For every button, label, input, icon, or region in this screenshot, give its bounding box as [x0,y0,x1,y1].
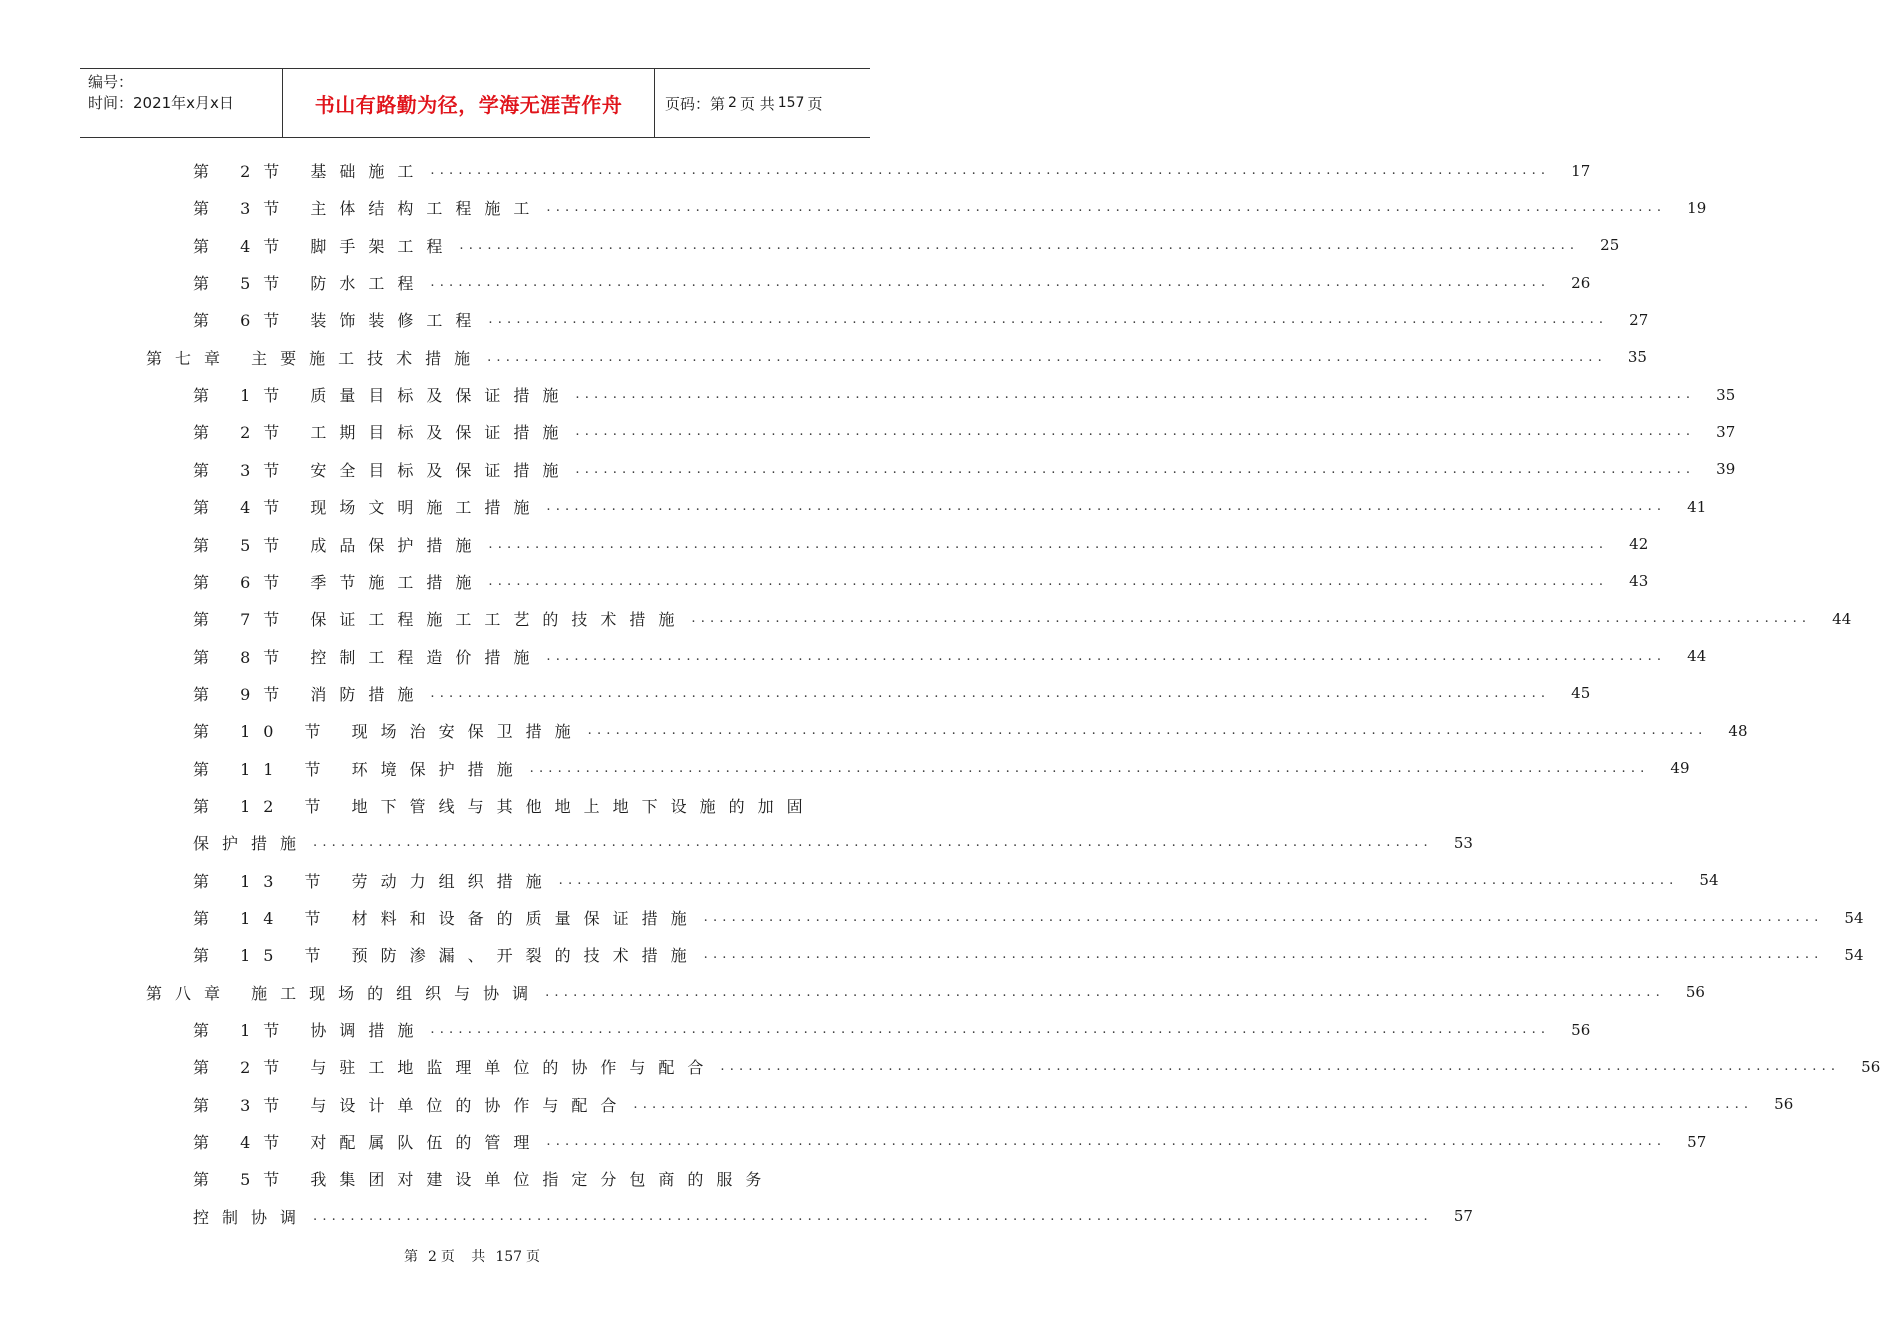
toc-entry-label: 第 2节 与驻工地监理单位的协作与配合 [193,1058,717,1078]
toc-entry-page: 41 [1687,497,1707,516]
toc-entry-page: 27 [1629,310,1649,329]
toc-dot-leader: ........................................................................................................................ [587,723,1708,739]
toc-dot-leader: ........................................................................................................................ [459,237,1580,253]
toc-entry-leader [193,682,1550,705]
page-footer [0,1246,950,1266]
toc-entry [193,189,1707,226]
footer-mid: 页 共 [440,1249,492,1265]
toc-dot-leader: ........................................................................................................................ [575,424,1696,440]
toc-entry [193,227,1620,264]
toc-entry-page: 57 [1687,1132,1707,1151]
toc-dot-leader: ........................................................................................................................ [691,611,1812,627]
toc-entry-leader [193,1018,1550,1041]
toc-entry-label: 第 6节 季节施工措施 [193,572,485,592]
toc-entry-leader [193,308,1608,331]
toc-entry [193,451,1736,488]
toc-entry [146,974,1705,1011]
toc-dot-leader: ........................................................................................................................ [488,573,1609,589]
toc-dot-leader: ........................................................................................................................ [529,760,1650,776]
toc-dot-leader: ........................................................................................................................ [546,499,1667,515]
toc-entry [193,824,1473,861]
toc-dot-leader: ........................................................................................................................ [546,648,1667,664]
toc-entry-leader [193,906,1824,929]
toc-entry [193,1123,1707,1160]
toc-entry [193,376,1736,413]
toc-entry [193,1160,808,1197]
toc-entry-label: 第 6节 装饰装修工程 [193,311,485,331]
toc-entry-page: 42 [1629,535,1649,553]
toc-entry-leader [193,1055,1840,1078]
toc-entry-leader [193,533,1608,556]
toc-entry-page: 44 [1832,609,1852,628]
toc-entry-leader [193,420,1695,443]
toc-entry-page: 54 [1844,945,1864,964]
toc-entry-label: 第 8节 控制工程造价措施 [193,647,543,667]
header-page-prefix: 页码：第 [665,94,726,113]
toc-entry [193,712,1748,749]
toc-entry-label: 控制协调 [193,1207,310,1227]
toc-entry-label: 第 3节 安全目标及保证措施 [193,460,572,480]
toc-entry [193,638,1707,675]
toc-entry [193,301,1649,338]
toc-dot-leader: ........................................................................................................................ [546,200,1667,216]
toc-entry-page: 26 [1571,273,1591,292]
toc-dot-leader: ........................................................................................................................ [430,163,1551,178]
toc-dot-leader: ........................................................................................................................ [545,984,1665,1000]
toc-entry [193,862,1719,899]
toc-dot-leader: ........................................................................................................................ [546,1134,1667,1150]
toc-entry [193,264,1591,301]
toc-entry-label: 第 4节 对配属队伍的管理 [193,1133,543,1153]
toc-entry-leader [193,1130,1666,1153]
toc-entry-leader [193,869,1679,892]
header-page-current: 2 [728,95,737,111]
footer-suffix: 页 [526,1249,547,1265]
toc-entry-leader [193,458,1695,481]
toc-entry-label: 第 11 节 环境保护措施 [193,759,526,779]
toc-entry-label: 第 5节 防水工程 [193,274,427,294]
toc-entry [193,152,1591,189]
toc-dot-leader: ........................................................................................................................ [487,349,1607,365]
toc-entry-leader [193,831,1433,854]
toc-entry [193,1048,1880,1085]
toc-entry-page: 35 [1716,385,1736,404]
page-header [80,68,870,138]
toc-entry [146,339,1647,376]
toc-dot-leader: ........................................................................................................................ [488,536,1609,552]
toc-entry-label: 第 3节 与设计单位的协作与配合 [193,1095,630,1115]
toc-entry-label: 第 2节 工期目标及保证措施 [193,423,572,443]
toc-entry-label: 第 9节 消防措施 [193,684,427,704]
toc-entry-page: 44 [1687,647,1707,666]
toc-entry-leader [193,1167,774,1190]
toc-entry [193,899,1864,936]
toc-dot-leader: ........................................................................................................................ [313,835,1433,851]
toc-entry-leader [193,607,1811,630]
toc-entry-label: 第 2节 基础施工 [193,162,427,181]
toc-entry [193,787,816,824]
toc-dot-leader: ........................................................................................................................ [430,1022,1551,1038]
toc-entry-leader [193,159,1550,182]
header-page-mid: 页 共 [739,94,775,113]
toc-entry-page: 56 [1685,983,1705,1002]
toc-entry-label: 第 14 节 材料和设备的质量保证措施 [193,909,700,928]
toc-entry-label: 第七章 主要施工技术措施 [146,348,484,368]
document-date-label: 时间：2021年x月x日 [88,94,234,112]
toc-entry-leader [193,1093,1753,1116]
toc-entry-leader [193,1205,1433,1228]
toc-entry-leader [193,719,1708,742]
footer-page-current: 2 [427,1249,437,1265]
toc-entry-page: 49 [1670,759,1690,778]
header-motto-cell [282,69,655,137]
toc-entry-label: 第 5节 成品保护措施 [193,535,485,555]
toc-entry-page: 43 [1629,572,1649,591]
toc-entry-leader [193,234,1579,257]
toc-entry-leader [146,981,1665,1004]
toc-entry-page: 37 [1716,422,1736,441]
toc-entry-page: 56 [1571,1020,1591,1039]
toc-entry-leader [193,757,1650,780]
toc-entry-page: 35 [1627,348,1647,367]
toc-entry-leader [193,196,1666,219]
toc-dot-leader: ........................................................................................................................ [633,1096,1754,1112]
toc-entry-label: 第 7节 保证工程施工工艺的技术措施 [193,610,688,630]
toc-entry-label: 第 4节 脚手架工程 [193,236,456,256]
toc-entry [193,563,1649,600]
toc-entry-page: 25 [1600,236,1620,255]
toc-entry-label: 保护措施 [193,834,310,854]
toc-entry-leader [146,346,1607,369]
toc-dot-leader: ........................................................................................................................ [575,461,1696,477]
toc-entry-page: 54 [1844,908,1864,927]
toc-entry-label: 第 3节 主体结构工程施工 [193,199,543,219]
toc-dot-leader: ........................................................................................................................ [703,910,1824,925]
toc-entry [193,1086,1794,1123]
toc-entry-label: 第 1节 协调措施 [193,1021,427,1041]
header-page-cell [655,69,870,137]
toc-entry-page: 48 [1728,721,1748,740]
document-code-label: 编号： [88,73,134,91]
toc-entry-page: 56 [1861,1057,1880,1076]
header-motto: 书山有路勤为径，学海无涯苦作舟 [314,92,623,117]
toc-entry-label: 第 4节 现场文明施工措施 [193,498,543,518]
toc-entry-label: 第 5节 我集团对建设单位指定分包商的服务 [193,1170,775,1190]
toc-entry [193,413,1736,450]
toc-entry [193,526,1649,563]
toc-entry [193,750,1690,787]
toc-entry-page: 19 [1687,198,1707,217]
toc-entry-page: 45 [1571,684,1591,703]
toc-entry [193,600,1852,637]
toc-entry-page: 39 [1716,460,1736,479]
toc-entry-label: 第 15 节 预防渗漏、开裂的技术措施 [193,946,700,966]
toc-entry-page: 57 [1453,1207,1473,1226]
toc-dot-leader: ........................................................................................................................ [558,872,1679,888]
header-left-cell [80,69,282,137]
toc-dot-leader: ........................................................................................................................ [430,685,1551,701]
header-page-total: 157 [777,95,805,111]
toc-entry-page: 56 [1774,1095,1794,1114]
toc-entry-leader [193,794,816,817]
toc-entry-leader [193,271,1550,294]
footer-prefix: 第 [403,1249,424,1265]
toc-entry [193,1198,1473,1235]
toc-entry-page: 54 [1699,871,1719,890]
toc-dot-leader: ........................................................................................................................ [488,312,1609,328]
toc-entry-leader [193,495,1666,518]
header-page-suffix: 页 [807,94,823,113]
toc-entry-page: 53 [1453,833,1473,852]
toc-entry-label: 第八章 施工现场的组织与协调 [146,983,542,1003]
toc-entry-page: 17 [1571,161,1591,180]
footer-page-total: 157 [495,1249,523,1265]
toc-dot-leader: ........................................................................................................................ [430,275,1551,291]
toc-entry [193,1011,1591,1048]
toc-entry-leader [193,645,1666,668]
toc-entry-leader [193,570,1608,593]
toc-entry-label: 第 12 节 地下管线与其他地上地下设施的加固 [193,796,816,816]
toc-entry-label: 第 10 节 现场治安保卫措施 [193,722,584,742]
toc-entry-leader [193,943,1824,966]
toc-dot-leader: ........................................................................................................................ [720,1059,1841,1075]
toc-dot-leader: ........................................................................................................................ [313,1208,1433,1224]
toc-entry-label: 第 13 节 劳动力组织措施 [193,871,555,891]
toc-entry-leader [193,383,1695,406]
toc-entry-label: 第 1节 质量目标及保证措施 [193,386,572,406]
toc-entry [193,936,1864,973]
toc-dot-leader: ........................................................................................................................ [575,387,1696,403]
toc-entry [193,488,1707,525]
toc-dot-leader: ........................................................................................................................ [703,947,1824,963]
toc-entry [193,675,1591,712]
